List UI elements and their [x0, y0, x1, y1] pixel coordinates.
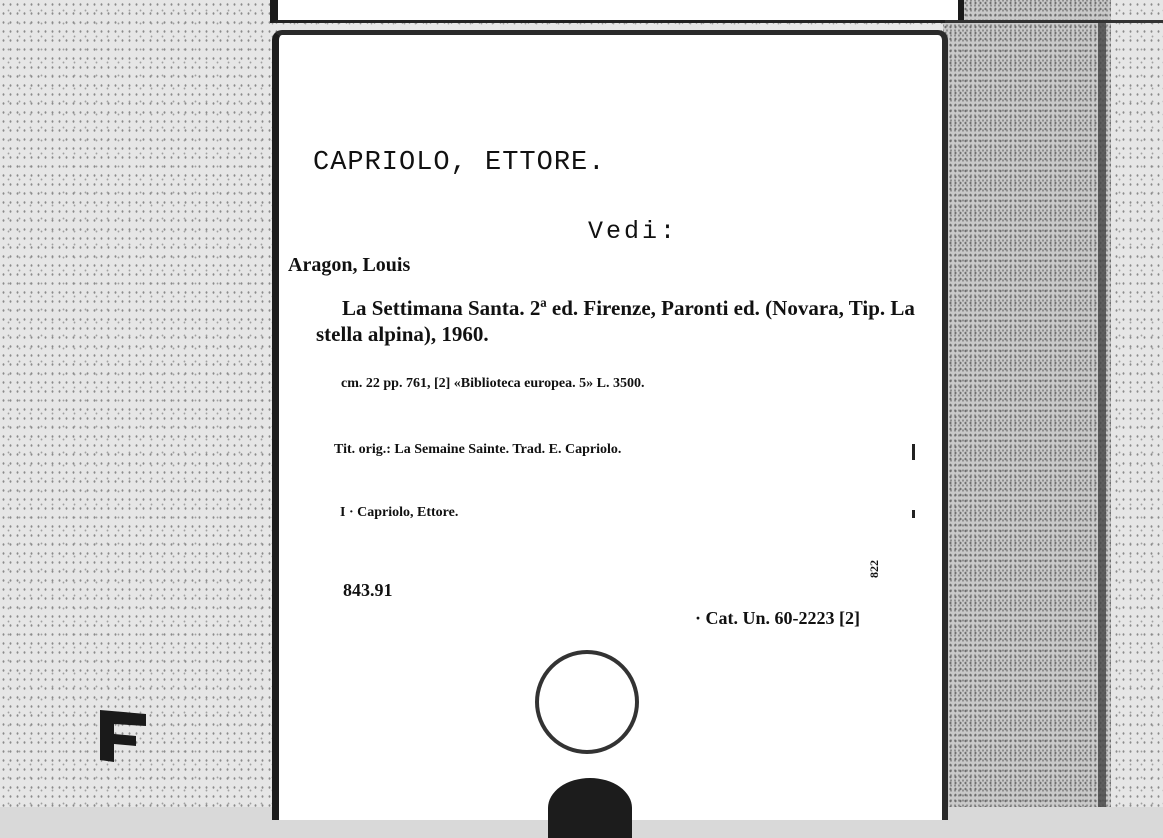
margin-mark [912, 510, 915, 518]
punch-hole-shadow [548, 778, 632, 838]
punch-hole [535, 650, 639, 754]
side-number: 822 [867, 560, 881, 578]
title-statement: La Settimana Santa. 2ª ed. Firenze, Paronti ed. (Novara, Tip. La stella alpina), 1960. [316, 296, 915, 346]
previous-card-line [945, 20, 1163, 23]
classification-number: 843.91 [343, 580, 393, 600]
previous-card-remnant [270, 0, 964, 23]
letter-f-stamp-icon [96, 706, 148, 764]
catalog-number: · Cat. Un. 60-2223 [2] [695, 608, 860, 628]
original-title-note: Tit. orig.: La Semaine Sainte. Trad. E. Capriolo. [334, 442, 622, 457]
collation-line: cm. 22 pp. 761, [2] «Biblioteca europea. 5» L. 3500. [341, 376, 645, 391]
margin-mark [912, 444, 915, 460]
see-label: Vedi: [588, 217, 679, 246]
card-heading: CAPRIOLO, ETTORE. [313, 148, 606, 178]
adjacent-card-edge [943, 0, 1111, 807]
tracing-line: I · Capriolo, Ettore. [340, 505, 459, 520]
author-entry: Aragon, Louis [288, 254, 411, 276]
adjacent-card-border [1098, 22, 1106, 807]
